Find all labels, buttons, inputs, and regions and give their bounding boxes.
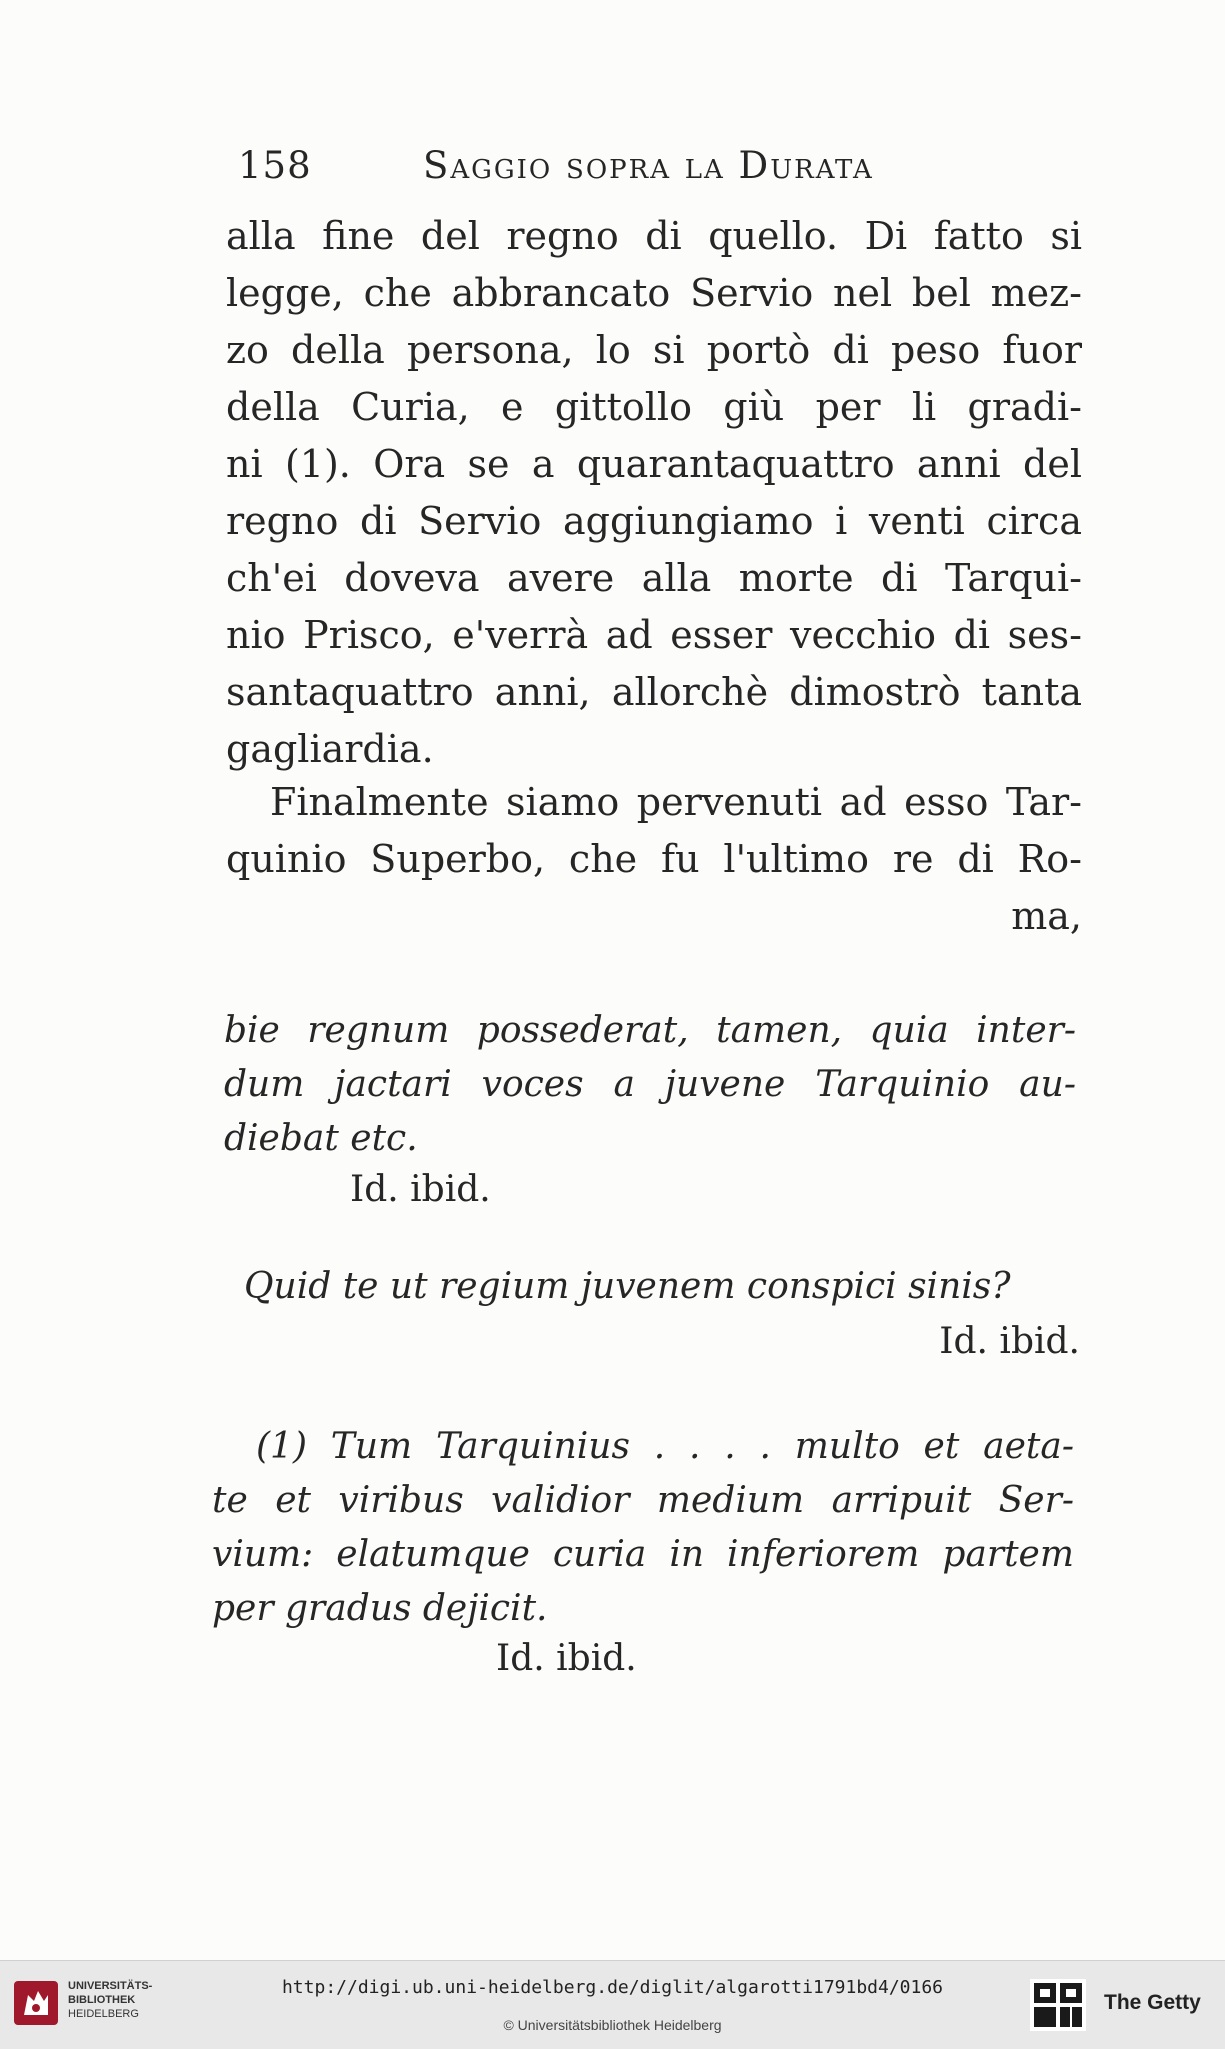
footnote-line: te et viribus validior medium arripuit Ser- [212, 1480, 1074, 1521]
library-name-line: HEIDELBERG [68, 2008, 139, 2020]
footnote-line: (1) Tum Tarquinius . . . . multo et aeta- [256, 1426, 1074, 1467]
text-line: ch'ei doveva avere alla morte di Tarqui- [226, 556, 1082, 600]
citation-text: Id. ibid. [350, 1169, 491, 1210]
footnote-line: Quid te ut regium juvenem conspici sinis? [244, 1266, 1011, 1307]
citation-2 [700, 1315, 1080, 1369]
citation-text: Id. ibid. [496, 1638, 637, 1679]
text-line: alla fine del regno di quello. Di fatto si [226, 214, 1082, 258]
paragraph-1 [226, 208, 1082, 778]
text-line: regno di Servio aggiungiamo i venti circa [226, 499, 1082, 543]
citation-3 [496, 1632, 896, 1686]
text-line: quinio Superbo, che fu l'ultimo re di Ro- [226, 837, 1082, 881]
text-line: gagliardia. [226, 727, 434, 771]
getty-logo-icon[interactable] [1030, 1979, 1086, 2031]
copyright-notice: © Universitätsbibliothek Heidelberg [503, 2017, 722, 2033]
page-number: 158 [238, 144, 312, 187]
footnote-quote-2 [244, 1260, 1084, 1314]
text-line: nio Prisco, e'verrà ad esser vecchio di ses- [226, 613, 1082, 657]
citation-text: Id. ibid. [939, 1321, 1080, 1362]
catchword: ma, [1011, 894, 1082, 938]
paragraph-2 [226, 774, 1082, 945]
footnote-line: diebat etc. [224, 1118, 418, 1159]
text-line: santaquattro anni, allorchè dimostrò tanta [226, 670, 1082, 714]
text-line: della Curia, e gittollo giù per li gradi- [226, 385, 1082, 429]
library-name-line: BIBLIOTHEK [68, 1994, 136, 2006]
permalink-url[interactable]: http://digi.ub.uni-heidelberg.de/diglit/algarotti1791bd4/0166 [281, 1977, 944, 1998]
text-line: zo della persona, lo si portò di peso fuor [226, 328, 1082, 372]
footnote-line: per gradus dejicit. [212, 1588, 548, 1629]
citation-1 [350, 1163, 750, 1217]
footnote-1 [212, 1420, 1074, 1636]
text-line: Finalmente siamo pervenuti ad esso Tar- [270, 780, 1082, 824]
footnote-line: dum jactari voces a juvene Tarquinio au- [224, 1064, 1076, 1105]
running-header [238, 144, 1058, 194]
sponsor-name: The Getty [1104, 1991, 1201, 2014]
text-line: ni (1). Ora se a quarantaquattro anni del [226, 442, 1082, 486]
footnote-line: bie regnum possederat, tamen, quia inter- [224, 1010, 1076, 1051]
footnote-line: vium: elatumque curia in inferiorem partem [212, 1534, 1074, 1575]
footnote-quote-1 [224, 1004, 1076, 1166]
running-title: Saggio sopra la Durata [423, 144, 874, 187]
text-line: legge, che abbrancato Servio nel bel mez- [226, 271, 1082, 315]
viewer-footer [0, 1960, 1225, 2049]
library-name-line: UNIVERSITÄTS- [68, 1980, 153, 1992]
